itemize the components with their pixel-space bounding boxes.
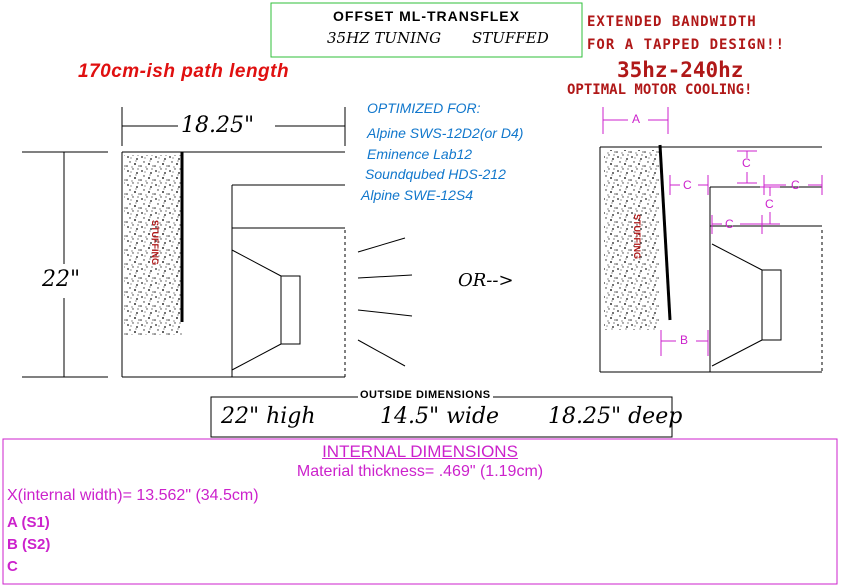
dim-label-a: A [632, 112, 641, 126]
driver-item: Eminence Lab12 [367, 146, 473, 162]
promo-line-3: 35hz-240hz [617, 58, 744, 82]
internal-c-label: C [7, 558, 18, 575]
optimized-heading: OPTIMIZED FOR: [367, 100, 481, 116]
dim-label-c: C [742, 156, 751, 170]
title-stuffed: STUFFED [472, 29, 549, 47]
dim-label-c: C [725, 217, 734, 231]
promo-line-2: FOR A TAPPED DESIGN!! [587, 37, 786, 53]
right-driver-cone-bottom [712, 340, 762, 366]
right-driver-cone-top [712, 244, 762, 270]
right-stuffing-label: STUFFING [632, 214, 642, 259]
dim-label-c: C [791, 178, 800, 192]
left-driver-cone-top [232, 250, 281, 276]
left-driver-cone-bottom [232, 344, 281, 370]
driver-item: Soundqubed HDS-212 [365, 166, 506, 182]
right-driver-magnet [762, 270, 781, 340]
internal-b-label: B (S2) [7, 536, 51, 553]
outside-depth: 18.25" deep [548, 404, 683, 429]
outside-height: 22" high [221, 404, 316, 429]
dim-label-b: B [680, 333, 689, 347]
left-stuffing-label: STUFFING [150, 220, 160, 265]
internal-a-label: A (S1) [7, 514, 50, 531]
or-arrow-label: OR--> [458, 270, 514, 291]
promo-line-1: EXTENDED BANDWIDTH [587, 14, 757, 30]
height-dimension-label: 22" [42, 267, 81, 292]
sound-ray-4 [358, 340, 405, 366]
sound-ray-1 [358, 238, 405, 252]
promo-line-4: OPTIMAL MOTOR COOLING! [567, 82, 753, 98]
driver-item: Alpine SWE-12S4 [361, 187, 474, 203]
outside-width: 14.5" wide [380, 404, 500, 429]
title-tuning: 35HZ TUNING [327, 29, 442, 47]
width-dimension-label: 18.25" [181, 113, 255, 138]
internal-width: X(internal width)= 13.562" (34.5cm) [7, 487, 259, 504]
internal-dimensions-heading: INTERNAL DIMENSIONS [322, 442, 518, 461]
right-divider-panel [660, 145, 670, 320]
title-line-1: OFFSET ML-TRANSFLEX [333, 8, 520, 24]
path-length-label: 170cm-ish path length [78, 61, 290, 82]
dim-label-c: C [683, 178, 692, 192]
driver-item: Alpine SWS-12D2(or D4) [367, 125, 524, 141]
left-enclosure [22, 107, 412, 377]
sound-ray-3 [358, 310, 412, 316]
outside-dimensions-heading: OUTSIDE DIMENSIONS [360, 389, 491, 401]
dim-label-c: C [765, 197, 774, 211]
sound-ray-2 [358, 275, 412, 278]
material-thickness: Material thickness= .469" (1.19cm) [296, 463, 544, 480]
left-driver-magnet [281, 276, 300, 344]
